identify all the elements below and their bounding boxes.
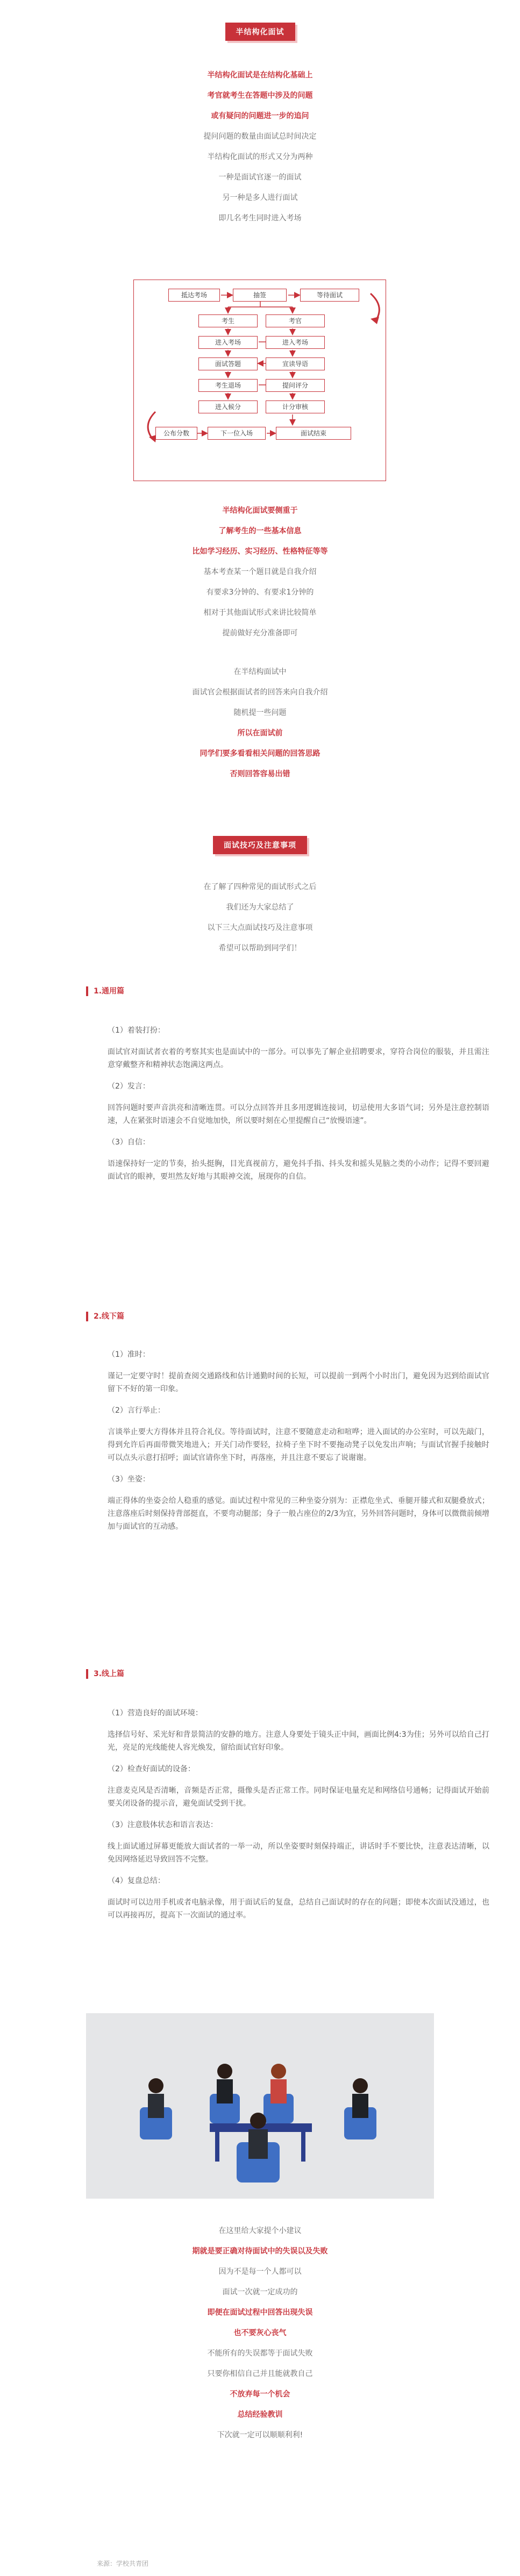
item-title: （2）发言： [108, 1082, 150, 1091]
tips-intro-block [0, 882, 520, 954]
flow-step-end: 面试结束 [276, 427, 351, 440]
closing-line: 只要你相信自己并且能就教自己 [207, 2370, 313, 2378]
tips-intro-line: 我们还为大家总结了 [226, 903, 294, 912]
flow-step-announce: 公布分数 [155, 427, 197, 440]
item-body: 谨记一定要守时！提前查阅交通路线和估计通勤时间的长短，可以提前一到两个小时出门，避免因为迟到给面试官留下不好的第一印象。 [108, 1372, 489, 1393]
intro-line: 一种是面试官逐一的面试 [218, 173, 302, 182]
section-header-semi-structured [0, 23, 520, 41]
tip-line: 同学们要多看看相关问题的回答思路 [200, 749, 320, 758]
item-title: （1）着装打扮： [108, 1026, 165, 1035]
flow-right-score: 提问评分 [266, 379, 325, 392]
focus-line: 相对于其他面试形式来讲比较简单 [203, 609, 317, 617]
item-title: （1）准时： [108, 1350, 150, 1359]
part-online-items [108, 1707, 489, 1922]
closing-line: 因为不是每一个人都可以 [218, 2267, 302, 2276]
interview-flowchart [133, 280, 386, 481]
interview-illustration [86, 2013, 434, 2199]
closing-block [0, 2226, 520, 2441]
item-body: 选择信号好、采光好和背景简洁的安静的地方。注意人身要处于镜头正中间，画面比例4:3为佳；另外可以给自己打光，亮足的光线能使人容光焕发，留给面试官好印象。 [108, 1730, 489, 1752]
flow-step-next: 下一位入场 [208, 427, 266, 440]
intro-line: 半结构化面试的形式又分为两种 [207, 153, 313, 161]
intro-line: 半结构化面试是在结构化基础上 [207, 71, 313, 80]
flow-left-wait-score: 进入候分 [198, 400, 258, 413]
part-general-items [108, 1024, 489, 1183]
item-body: 注意麦克风是否清晰，音频是否正常，摄像头是否正常工作。同时保证电量充足和网络信号通畅；记得面试开始前要关闭设备的提示音，避免面试受到干扰。 [108, 1786, 489, 1808]
flow-step-draw-lots: 抽签 [233, 289, 287, 302]
flow-right-audit: 计分审核 [266, 400, 325, 413]
tips-intro-line: 以下三大点面试技巧及注意事项 [207, 924, 313, 932]
focus-line: 了解考生的一些基本信息 [218, 527, 302, 535]
part-heading: 1.通用篇 [86, 986, 488, 996]
intro-line: 提问问题的数量由面试总时间决定 [203, 132, 317, 141]
flow-step-wait: 等待面试 [300, 289, 359, 302]
flowchart-arrows [134, 280, 387, 482]
flow-step-arrive: 抵达考场 [168, 289, 220, 302]
section-title: 面试技巧及注意事项 [213, 836, 307, 854]
tips-intro-line: 希望可以帮助到同学们！ [218, 944, 302, 953]
section-header-tips [0, 836, 520, 854]
item-title: （4）复盘总结： [108, 1877, 165, 1885]
item-title: （2）言行举止： [108, 1406, 165, 1415]
closing-line: 总结经验教训 [237, 2410, 283, 2419]
tip-line: 在半结构面试中 [233, 668, 287, 676]
item-title: （2）检查好面试的设备： [108, 1765, 195, 1773]
tip-line: 所以在面试前 [237, 729, 283, 738]
closing-line: 不放弃每一个机会 [230, 2390, 290, 2399]
source-text: 来源：学校共青团 [97, 2560, 149, 2567]
interview-scene-image [86, 2013, 434, 2199]
flow-right-examiner: 考官 [266, 314, 325, 327]
semi-structured-focus-block [0, 505, 520, 639]
part-heading: 3.线上篇 [86, 1669, 488, 1679]
flow-right-read-guide: 宣读导语 [266, 357, 325, 370]
intro-line: 考官就考生在答题中涉及的问题 [207, 91, 313, 100]
part-general [86, 986, 488, 996]
closing-line: 面试一次就一定成功的 [222, 2288, 298, 2296]
intro-line: 即几名考生同时进入考场 [218, 214, 302, 223]
flow-left-answer: 面试答题 [198, 357, 258, 370]
tip-line: 随机提一些问题 [233, 709, 287, 717]
closing-line: 不能所有的失误都等于面试失败 [207, 2349, 313, 2358]
part-offline-items [108, 1348, 489, 1533]
item-body: 回答问题时要声音洪亮和清晰连贯。可以分点回答并且多用逻辑连接词，切忌使用大多语气词；另外是注意控制语速，人在紧张时语速会不自觉地加快，所以要时刻在心里提醒自己“放慢语速”。 [108, 1104, 489, 1125]
flow-right-enter: 进入考场 [266, 336, 325, 349]
item-title: （1）营造良好的面试环境： [108, 1709, 203, 1718]
item-title: （3）自信： [108, 1138, 150, 1147]
focus-line: 基本考查某一个题目就是自我介绍 [203, 568, 317, 576]
part-heading: 2.线下篇 [86, 1312, 488, 1321]
closing-line: 也不要灰心丧气 [233, 2329, 287, 2337]
intro-line: 另一种是多人进行面试 [222, 194, 298, 202]
item-body: 端正得体的坐姿会给人稳重的感觉。面试过程中常见的三种坐姿分别为：正襟危坐式、垂腿开膝式和双腿叠放式；注意落座后时刻保持背部挺直，不要弯动腿部；身子一般占座位的2/3为宜，另外回答问题时，身体可以微微前倾增加与面试官的互动感。 [108, 1497, 489, 1531]
item-body: 语速保持好一定的节奏，抬头挺胸，目光真视前方，避免抖手指、抖头发和摇头晃脑之类的小动作；记得不要回避面试官的眼神，要坦然友好地与其眼神交流，展现你的自信。 [108, 1160, 489, 1181]
part-online [86, 1669, 488, 1679]
intro-text-block [0, 70, 520, 224]
tip-line: 面试官会根据面试者的回答来向自我介绍 [192, 688, 328, 697]
item-body: 面试官对面试者衣着的考察其实也是面试中的一部分。可以事先了解企业招聘要求，穿符合岗位的服装，并且需注意穿戴整齐和精神状态饱满这两点。 [108, 1048, 489, 1069]
part-offline [86, 1312, 488, 1321]
closing-line: 下次就一定可以顺顺利利! [217, 2431, 303, 2439]
article-source [97, 2559, 148, 2568]
item-title: （3）注意肢体状态和语言表达： [108, 1821, 218, 1829]
focus-line: 半结构化面试要侧重于 [222, 506, 298, 515]
focus-line: 比如学习经历、实习经历、性格特征等等 [192, 547, 328, 556]
item-body: 言谈举止要大方得体并且符合礼仪。等待面试时，注意不要随意走动和喧哗；进入面试的办公室时，可以先敲门，得到允许后再面带微笑地进入；开关门动作要轻，拉椅子坐下时不要拖动凳子以免发出声响；与面试官握手接触时可以点头示意打招呼；面试官请你坐下时，再落座，并且注意不要忘了说谢谢。 [108, 1428, 489, 1462]
closing-line: 期就是要正确对待面试中的失误以及失败 [192, 2247, 328, 2256]
flow-left-enter: 进入考场 [198, 336, 258, 349]
flow-left-candidate: 考生 [198, 314, 258, 327]
intro-line: 或有疑问的问题进一步的追问 [211, 112, 309, 120]
closing-line: 即便在面试过程中回答出现失误 [207, 2308, 313, 2317]
tips-intro-line: 在了解了四种常见的面试形式之后 [203, 883, 317, 891]
flow-left-exit: 考生退场 [198, 379, 258, 392]
focus-line: 有要求3分钟的、有要求1分钟的 [206, 588, 314, 597]
item-title: （3）坐姿： [108, 1475, 150, 1484]
semi-structured-tip-block [0, 667, 520, 779]
item-body: 面试时可以边用手机或者电脑录像，用于面试后的复盘，总结自己面试时的存在的问题；即使本次面试没通过，也可以再接再厉，提高下一次面试的通过率。 [108, 1898, 489, 1920]
closing-line: 在这里给大家提个小建议 [218, 2227, 302, 2235]
tip-line: 否则回答容易出错 [230, 770, 290, 778]
item-body: 线上面试通过屏幕更能放大面试者的一举一动，所以坐姿要时刻保持端正，讲话时手不要比快，注意表达清晰，以免因网络延迟导致回答不完整。 [108, 1842, 489, 1864]
focus-line: 提前做好充分准备即可 [222, 629, 298, 638]
section-title: 半结构化面试 [225, 23, 295, 41]
